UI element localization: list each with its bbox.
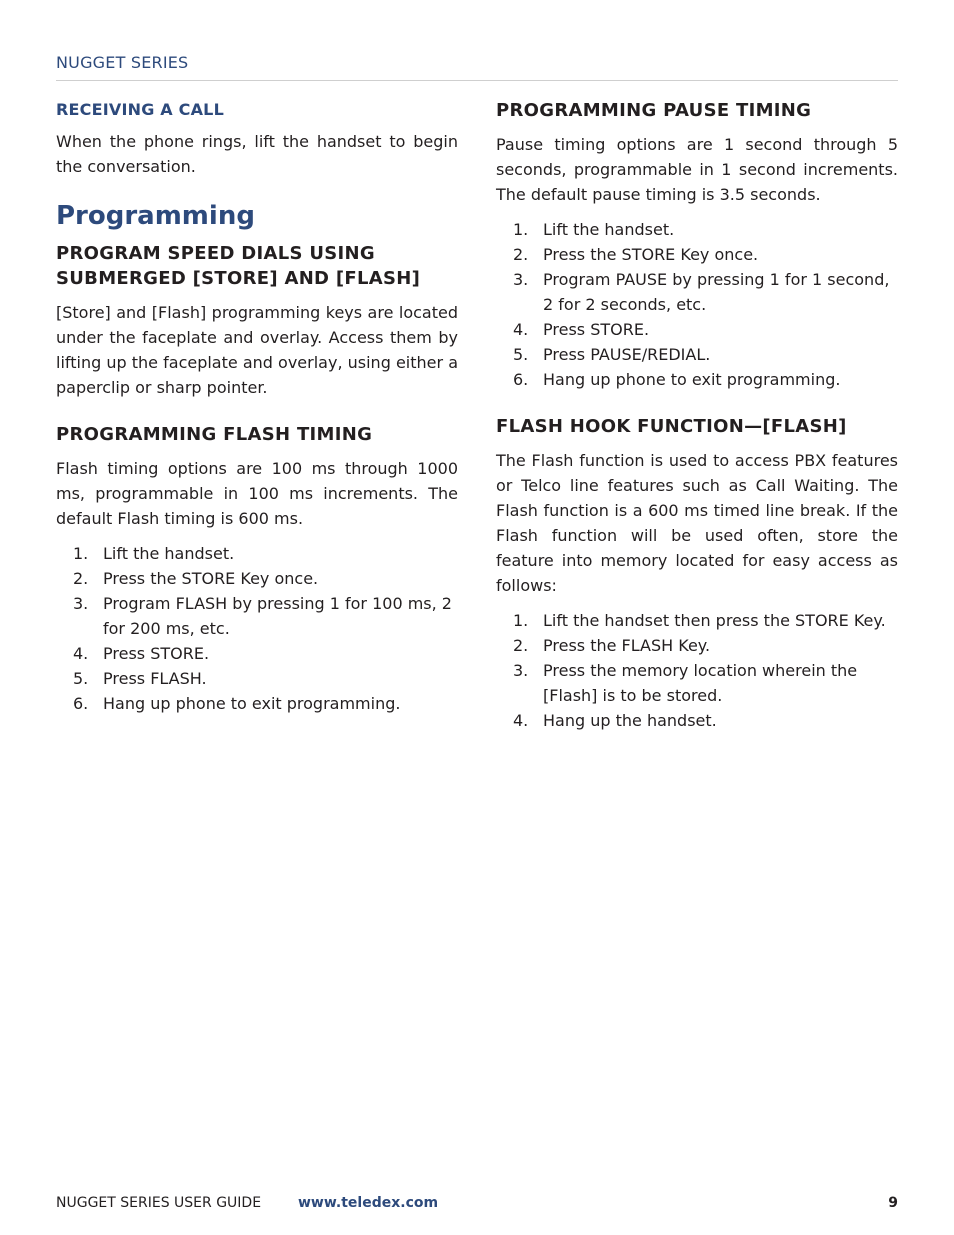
list-item-number: 2.: [73, 569, 89, 588]
list-item-text: Lift the handset.: [543, 220, 675, 239]
list-item: [56, 691, 458, 716]
list-item-number: 3.: [513, 270, 529, 289]
pause-timing-steps: [496, 217, 898, 392]
left-column: [56, 98, 458, 716]
list-item: [56, 666, 458, 691]
list-item-text: Press STORE.: [543, 320, 650, 339]
list-item: [496, 342, 898, 367]
speed-dials-text: [Store] and [Flash] programming keys are located under the faceplate and overlay. Access them by lifting up the faceplate and overlay, using either a paperclip or sharp pointer.: [56, 303, 458, 397]
list-item-text: Press the STORE Key once.: [103, 569, 319, 588]
list-item-number: 3.: [73, 594, 89, 613]
list-item-number: 5.: [513, 345, 529, 364]
list-item-text: Lift the handset then press the STORE Key.: [543, 611, 886, 630]
receiving-call-heading: RECEIVING A CALL: [56, 100, 224, 119]
list-item-text: Hang up phone to exit programming.: [543, 370, 841, 389]
flash-timing-heading: PROGRAMMING FLASH TIMING: [56, 424, 373, 445]
list-item-text: Press FLASH.: [103, 669, 207, 688]
list-item: [56, 566, 458, 591]
list-item-text: Press the memory location wherein the [Flash] is to be stored.: [543, 661, 858, 705]
footer-guide-title: NUGGET SERIES USER GUIDE: [56, 1195, 262, 1211]
list-item: [496, 608, 898, 633]
list-item: [496, 633, 898, 658]
list-item-number: 1.: [73, 544, 89, 563]
running-header: NUGGET SERIES: [56, 53, 189, 72]
list-item-number: 2.: [513, 245, 529, 264]
list-item-text: Press the STORE Key once.: [543, 245, 759, 264]
list-item-number: 2.: [513, 636, 529, 655]
list-item-text: Lift the handset.: [103, 544, 235, 563]
pause-timing-text: Pause timing options are 1 second through 5 seconds, programmable in 1 second increments. The default pause timing is 3.5 seconds.: [496, 135, 898, 204]
list-item-number: 1.: [513, 220, 529, 239]
list-item-text: Press the FLASH Key.: [543, 636, 711, 655]
page-number: 9: [888, 1195, 898, 1211]
list-item: [496, 367, 898, 392]
flash-hook-text: The Flash function is used to access PBX features or Telco line features such as Call Waiting. The Flash function is a 600 ms timed line break. If the Flash function will be used often, store the feature into memory located for easy access as follows:: [496, 451, 898, 595]
list-item: [56, 641, 458, 666]
list-item: [496, 317, 898, 342]
pause-timing-heading: PROGRAMMING PAUSE TIMING: [496, 100, 812, 121]
list-item: [496, 658, 898, 708]
list-item: [496, 217, 898, 242]
header-divider: [56, 80, 898, 81]
list-item-text: Program FLASH by pressing 1 for 100 ms, 2 for 200 ms, etc.: [103, 594, 452, 638]
receiving-call-text: When the phone rings, lift the handset to begin the conversation.: [56, 132, 458, 176]
list-item: [56, 541, 458, 566]
list-item: [496, 242, 898, 267]
list-item-number: 4.: [73, 644, 89, 663]
flash-hook-heading: FLASH HOOK FUNCTION—[FLASH]: [496, 416, 847, 437]
list-item-number: 6.: [513, 370, 529, 389]
list-item-number: 5.: [73, 669, 89, 688]
list-item-number: 4.: [513, 711, 529, 730]
list-item-text: Hang up phone to exit programming.: [103, 694, 401, 713]
list-item-number: 4.: [513, 320, 529, 339]
list-item-text: Program PAUSE by pressing 1 for 1 second, 2 for 2 seconds, etc.: [543, 270, 890, 314]
footer-website-link[interactable]: www.teledex.com: [298, 1195, 439, 1211]
list-item-number: 6.: [73, 694, 89, 713]
list-item: [496, 267, 898, 317]
flash-timing-text: Flash timing options are 100 ms through 1000 ms, programmable in 100 ms increments. The default Flash timing is 600 ms.: [56, 459, 458, 528]
list-item-number: 3.: [513, 661, 529, 680]
list-item-number: 1.: [513, 611, 529, 630]
flash-hook-steps: [496, 608, 898, 733]
list-item-text: Hang up the handset.: [543, 711, 717, 730]
list-item-text: Press STORE.: [103, 644, 210, 663]
list-item: [496, 708, 898, 733]
right-column: [496, 98, 898, 733]
programming-heading: Programming: [56, 201, 255, 231]
list-item: [56, 591, 458, 641]
speed-dials-heading: PROGRAM SPEED DIALS USING SUBMERGED [STORE] AND [FLASH]: [56, 243, 421, 289]
flash-timing-steps: [56, 541, 458, 716]
list-item-text: Press PAUSE/REDIAL.: [543, 345, 711, 364]
